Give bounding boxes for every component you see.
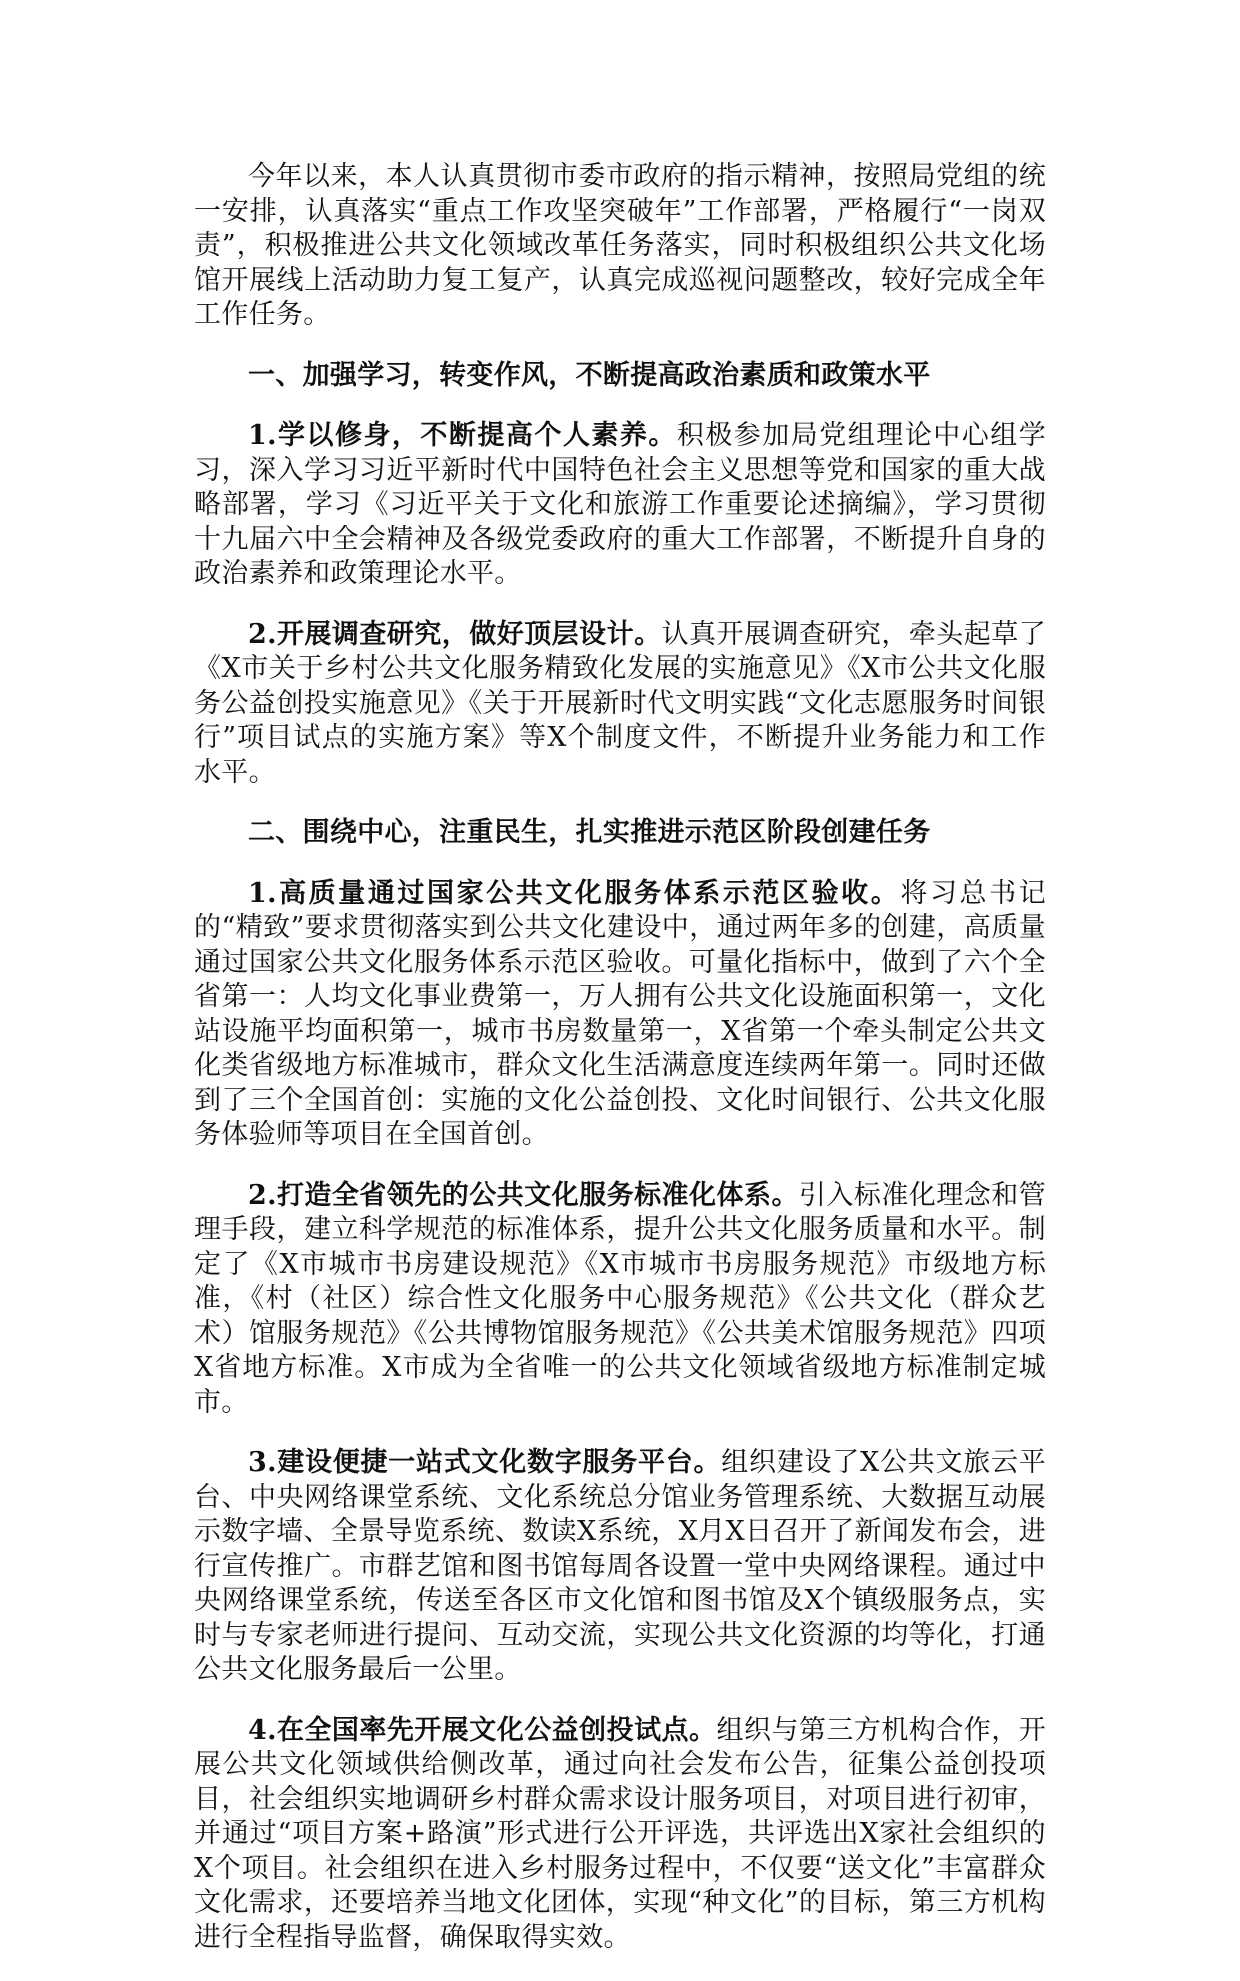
document-page — [194, 160, 1046, 1981]
section-2-item-1 — [194, 877, 1046, 1153]
section-2-item-3 — [194, 1446, 1046, 1688]
section-heading-1: 一、加强学习，转变作风，不断提高政治素质和政策水平 — [248, 359, 931, 391]
item-lead: 2.打造全省领先的公共文化服务标准化体系。 — [248, 1179, 799, 1211]
item-body: 将习总书记的“精致”要求贯彻落实到公共文化建设中，通过两年多的创建，高质量通过国家公共文化服务体系示范区验收。可量化指标中，做到了六个全省第一：人均文化事业费第一，万人拥有公共文化设施面积第一，文化站设施平均面积第一，城市书房数量第一，X省第一个牵头制定公共文化类省级地方标准城市，群众文化生活满意度连续两年第一。同时还做到了三个全国首创：实施的文化公益创投、文化时间银行、公共文化服务体验师等项目在全国首创。 — [194, 877, 1046, 1150]
item-lead: 1.学以修身，不断提高个人素养。 — [248, 420, 677, 451]
item-body: 引入标准化理念和管理手段，建立科学规范的标准体系，提升公共文化服务质量和水平。制定了《X市城市书房建设规范》《X市城市书房服务规范》市级地方标准，《村（社区）综合性文化服务中心服务规范》《公共文化（群众艺术）馆服务规范》《公共博物馆服务规范》《公共美术馆服务规范》四项X省地方标准。X市成为全省唯一的公共文化领域省级地方标准制定城市。 — [194, 1179, 1046, 1418]
item-lead: 1.高质量通过国家公共文化服务体系示范区验收。 — [248, 877, 901, 909]
intro-paragraph: 今年以来，本人认真贯彻市委市政府的指示精神，按照局党组的统一安排，认真落实“重点工作攻坚突破年”工作部署，严格履行“一岗双责”，积极推进公共文化领域改革任务落实，同时积极组织公共文化场馆开展线上活动助力复工复产，认真完成巡视问题整改，较好完成全年工作任务。 — [194, 161, 1046, 330]
item-body: 组织建设了X公共文旅云平台、中央网络课堂系统、文化系统总分馆业务管理系统、大数据互动展示数字墙、全景导览系统、数读X系统，X月X日召开了新闻发布会，进行宣传推广。市群艺馆和图书馆每周各设置一堂中央网络课程。通过中央网络课堂系统，传送至各区市文化馆和图书馆及X个镇级服务点，实时与专家老师进行提问、互动交流，实现公共文化资源的均等化，打通公共文化服务最后一公里。 — [194, 1447, 1046, 1685]
item-body: 组织与第三方机构合作，开展公共文化领域供给侧改革，通过向社会发布公告，征集公益创投项目，社会组织实地调研乡村群众需求设计服务项目，对项目进行初审，并通过“项目方案+路演”形式进行公开评选，共评选出X家社会组织的X个项目。社会组织在进入乡村服务过程中，不仅要“送文化”丰富群众文化需求，还要培养当地文化团体，实现“种文化”的目标，第三方机构进行全程指导监督，确保取得实效。 — [194, 1714, 1046, 1953]
item-body: 积极参加局党组理论中心组学习，深入学习习近平新时代中国特色社会主义思想等党和国家的重大战略部署，学习《习近平关于文化和旅游工作重要论述摘编》，学习贯彻十九届六中全会精神及各级党委政府的重大工作部署，不断提升自身的政治素养和政策理论水平。 — [194, 420, 1046, 589]
section-1-item-1 — [194, 419, 1046, 592]
section-1-item-2 — [194, 618, 1046, 791]
item-body: 认真开展调查研究，牵头起草了《X市关于乡村公共文化服务精致化发展的实施意见》《X市公共文化服务公益创投实施意见》《关于开展新时代文明实践“文化志愿服务时间银行”项目试点的实施方案》等X个制度文件，不断提升业务能力和工作水平。 — [194, 618, 1046, 788]
section-heading-2: 二、围绕中心，注重民生，扎实推进示范区阶段创建任务 — [248, 817, 931, 848]
section-2-item-2 — [194, 1179, 1046, 1421]
item-lead: 4.在全国率先开展文化公益创投试点。 — [248, 1714, 717, 1746]
item-lead: 3.建设便捷一站式文化数字服务平台。 — [248, 1447, 722, 1478]
section-2-item-4 — [194, 1714, 1046, 1956]
item-lead: 2.开展调查研究，做好顶层设计。 — [248, 618, 662, 650]
